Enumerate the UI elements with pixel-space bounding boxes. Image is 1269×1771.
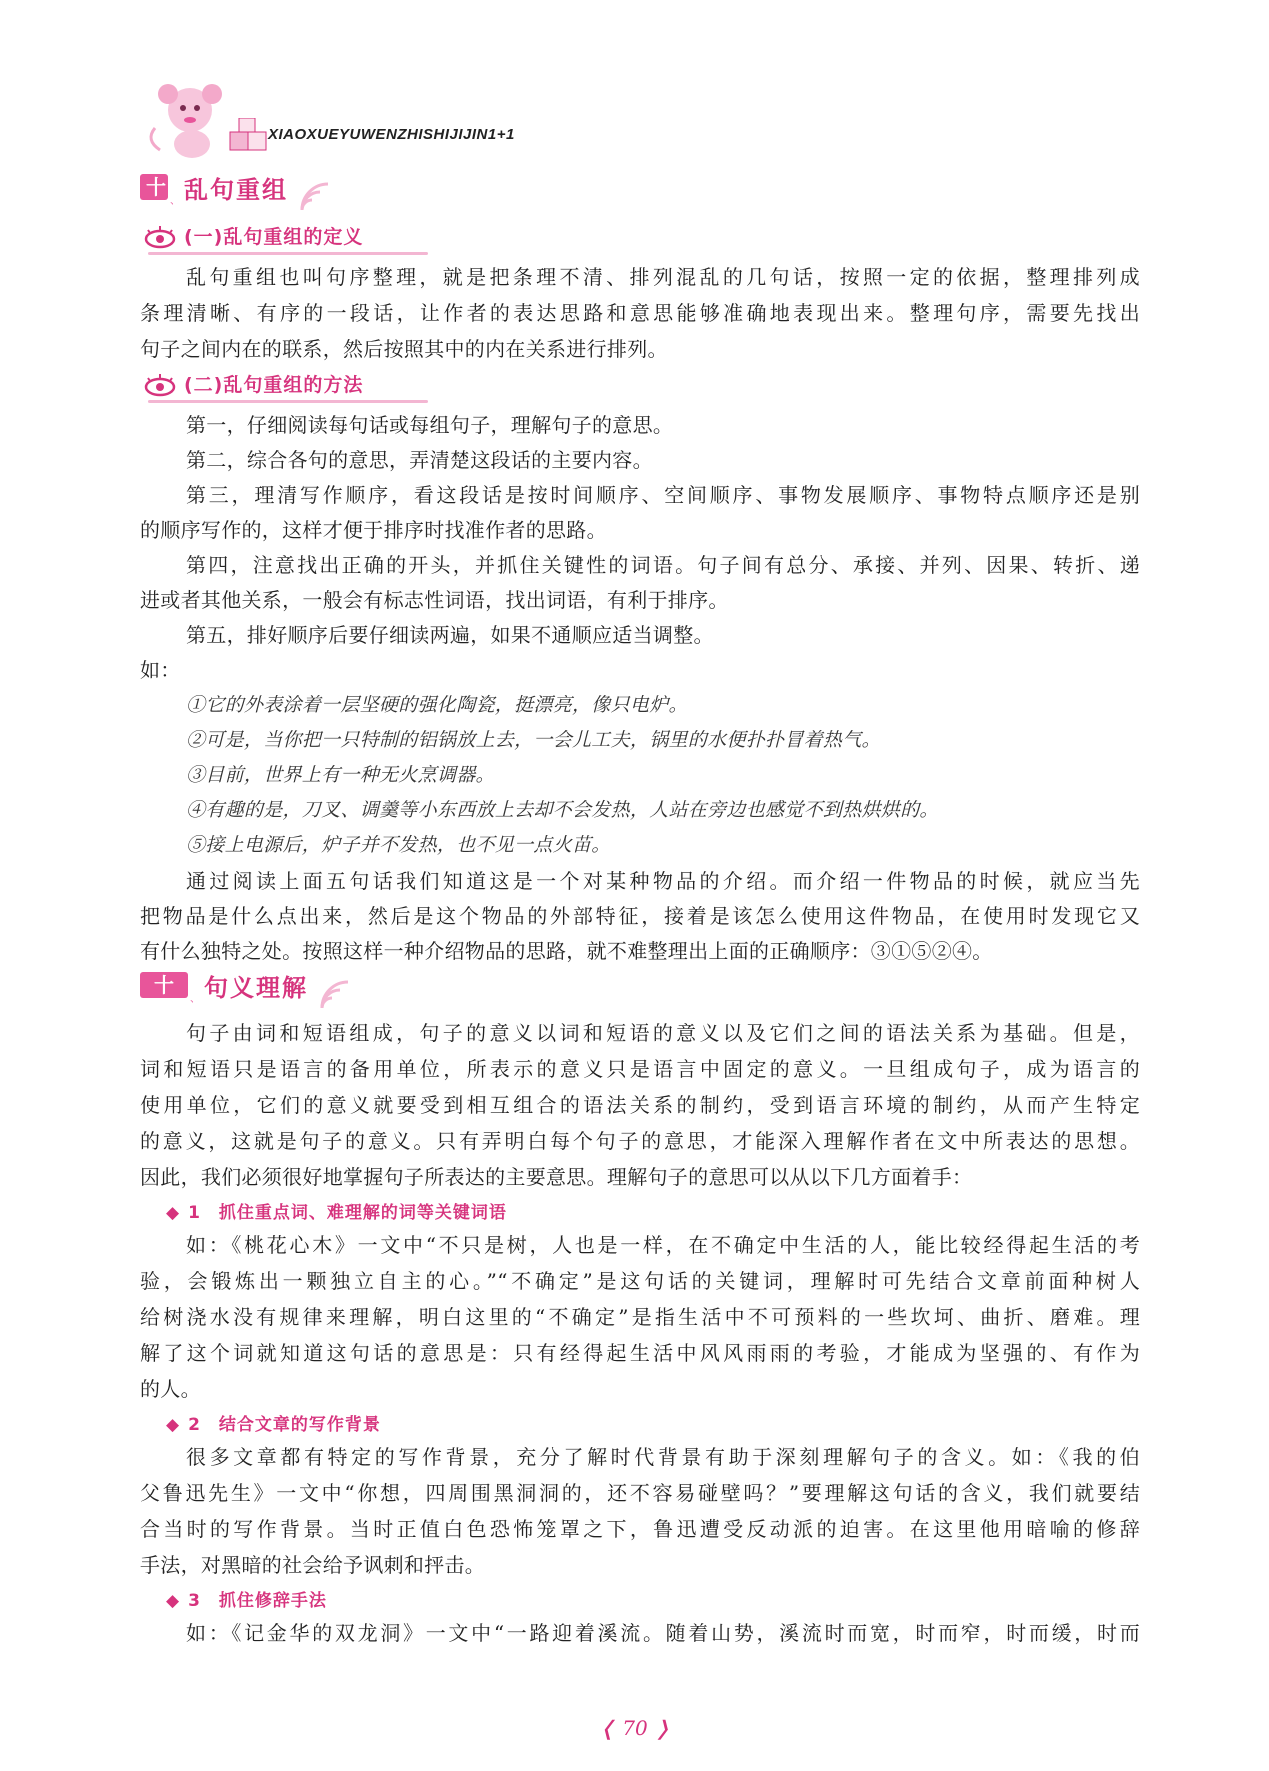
paragraph-line: 把物品是什么点出来，然后是这个物品的外部特征，接着是该怎么使用这件物品，在使用时发现它又 xyxy=(140,904,1140,928)
section-number: 十一 xyxy=(140,972,188,998)
point-heading-1 xyxy=(166,1198,507,1224)
header-title: XIAOXUEYUWENZHISHIJIJIN1+1 xyxy=(268,126,515,143)
subheading-title: (二)乱句重组的方法 xyxy=(184,374,364,396)
example-label: 如： xyxy=(140,658,181,682)
example-sentence: ③目前，世界上有一种无火烹调器。 xyxy=(186,764,495,786)
wave-icon xyxy=(298,180,338,214)
paragraph-line: 使用单位，它们的意义就要受到相互组合的语法关系的制约，受到语言环境的制约，从而产生特定 xyxy=(140,1093,1140,1117)
point-number: 3 xyxy=(188,1591,201,1611)
chevron-right-icon: ❭ xyxy=(654,1716,671,1740)
subheading-definition xyxy=(140,220,440,254)
paragraph-line: 的人。 xyxy=(140,1377,201,1401)
diamond-icon: ◆ xyxy=(166,1591,181,1611)
chevron-left-icon: ❬ xyxy=(599,1716,616,1740)
paragraph-line: 句子由词和短语组成，句子的意义以词和短语的意义以及它们之间的语法关系为基础。但是， xyxy=(186,1021,1140,1045)
point-title: 抓住重点词、难理解的词等关键词语 xyxy=(218,1203,507,1223)
paragraph-line: 第二，综合各句的意思，弄清楚这段话的主要内容。 xyxy=(186,448,653,472)
paragraph-line: 手法，对黑暗的社会给予讽刺和抨击。 xyxy=(140,1553,486,1577)
point-number: 2 xyxy=(188,1415,201,1435)
point-title: 结合文章的写作背景 xyxy=(218,1415,381,1435)
paragraph-line: 通过阅读上面五句话我们知道这是一个对某种物品的介绍。而介绍一件物品的时候，就应当先 xyxy=(186,869,1140,893)
paragraph-line: 的顺序写作的，这样才便于排序时找准作者的思路。 xyxy=(140,518,607,542)
example-sentence: ⑤接上电源后，炉子并不发热，也不见一点火苗。 xyxy=(186,834,611,856)
section-number: 十 xyxy=(140,174,168,200)
point-heading-2 xyxy=(166,1410,381,1436)
eye-icon xyxy=(140,372,180,398)
paragraph-line: 第三，理清写作顺序，看这段话是按时间顺序、空间顺序、事物发展顺序、事物特点顺序还是别 xyxy=(186,483,1140,507)
paragraph-line: 如：《桃花心木》一文中“不只是树，人也是一样，在不确定中生活的人，能比较经得起生活的考 xyxy=(186,1233,1140,1257)
section-heading-11 xyxy=(140,968,380,1023)
paragraph-line: 有什么独特之处。按照这样一种介绍物品的思路，就不难整理出上面的正确顺序：③①⑤②④。 xyxy=(140,939,993,963)
subheading-underline xyxy=(148,400,428,403)
point-number: 1 xyxy=(188,1203,201,1223)
paragraph-line: 进或者其他关系，一般会有标志性词语，找出词语，有利于排序。 xyxy=(140,588,729,612)
paragraph-line: 句子之间内在的联系，然后按照其中的内在关系进行排列。 xyxy=(140,337,668,361)
paragraph-line: 如：《记金华的双龙洞》一文中“一路迎着溪流。随着山势，溪流时而宽，时而窄，时而缓，时而 xyxy=(186,1621,1140,1645)
paragraph-line: 乱句重组也叫句序整理，就是把条理不清、排列混乱的几句话，按照一定的依据，整理排列成 xyxy=(186,265,1140,289)
paragraph-line: 的意义，这就是句子的意义。只有弄明白每个句子的意思，才能深入理解作者在文中所表达的思想。 xyxy=(140,1129,1140,1153)
paragraph-line: 验，会锻炼出一颗独立自主的心。”“不确定”是这句话的关键词，理解时可先结合文章前面种树人 xyxy=(140,1269,1140,1293)
wave-icon xyxy=(318,978,358,1012)
page-header xyxy=(140,80,580,160)
paragraph-line: 给树浇水没有规律来理解，明白这里的“不确定”是指生活中不可预料的一些坎坷、曲折、磨难。理 xyxy=(140,1305,1140,1329)
point-heading-3 xyxy=(166,1586,327,1612)
section-title: 句义理解 xyxy=(204,974,308,1002)
paragraph-line: 第四，注意找出正确的开头，并抓住关键性的词语。句子间有总分、承接、并列、因果、转折、递 xyxy=(186,553,1140,577)
page-number: 70 xyxy=(622,1716,648,1740)
section-heading-10 xyxy=(140,170,380,210)
section-title: 乱句重组 xyxy=(184,176,288,204)
subheading-underline xyxy=(148,252,428,255)
eye-icon xyxy=(140,224,180,250)
paragraph-line: 因此，我们必须很好地掌握句子所表达的主要意思。理解句子的意思可以从以下几方面着手： xyxy=(140,1165,973,1189)
subheading-title: (一)乱句重组的定义 xyxy=(184,226,364,248)
page-number-footer xyxy=(590,1716,680,1746)
paragraph-line: 词和短语只是语言的备用单位，所表示的意义只是语言中固定的意义。一旦组成句子，成为语言的 xyxy=(140,1057,1140,1081)
paragraph-line: 合当时的写作背景。当时正值白色恐怖笼罩之下，鲁迅遭受反动派的迫害。在这里他用暗喻的修辞 xyxy=(140,1517,1140,1541)
paragraph-line: 父鲁迅先生》一文中“你想，四周围黑洞洞的，还不容易碰壁吗？”要理解这句话的含义，我们就要结 xyxy=(140,1481,1140,1505)
section-dot: 、 xyxy=(190,994,200,1005)
subheading-method xyxy=(140,368,440,402)
paragraph-line: 第一，仔细阅读每句话或每组句子，理解句子的意思。 xyxy=(186,413,674,437)
diamond-icon: ◆ xyxy=(166,1203,181,1223)
example-sentence: ④有趣的是，刀叉、调羹等小东西放上去却不会发热，人站在旁边也感觉不到热烘烘的。 xyxy=(186,799,939,821)
example-sentence: ①它的外表涂着一层坚硬的强化陶瓷，挺漂亮，像只电炉。 xyxy=(186,694,688,716)
point-title: 抓住修辞手法 xyxy=(218,1591,327,1611)
example-sentence: ②可是，当你把一只特制的铝锅放上去，一会儿工夫，锅里的水便扑扑冒着热气。 xyxy=(186,729,881,751)
paragraph-line: 第五，排好顺序后要仔细读两遍，如果不通顺应适当调整。 xyxy=(186,623,714,647)
diamond-icon: ◆ xyxy=(166,1415,181,1435)
paragraph-line: 解了这个词就知道这句话的意思是：只有经得起生活中风风雨雨的考验，才能成为坚强的、有作为 xyxy=(140,1341,1140,1365)
section-dot: 、 xyxy=(170,196,180,207)
paragraph-line: 条理清晰、有序的一段话，让作者的表达思路和意思能够准确地表现出来。整理句序，需要先找出 xyxy=(140,301,1140,325)
paragraph-line: 很多文章都有特定的写作背景，充分了解时代背景有助于深刻理解句子的含义。如：《我的伯 xyxy=(186,1445,1140,1469)
